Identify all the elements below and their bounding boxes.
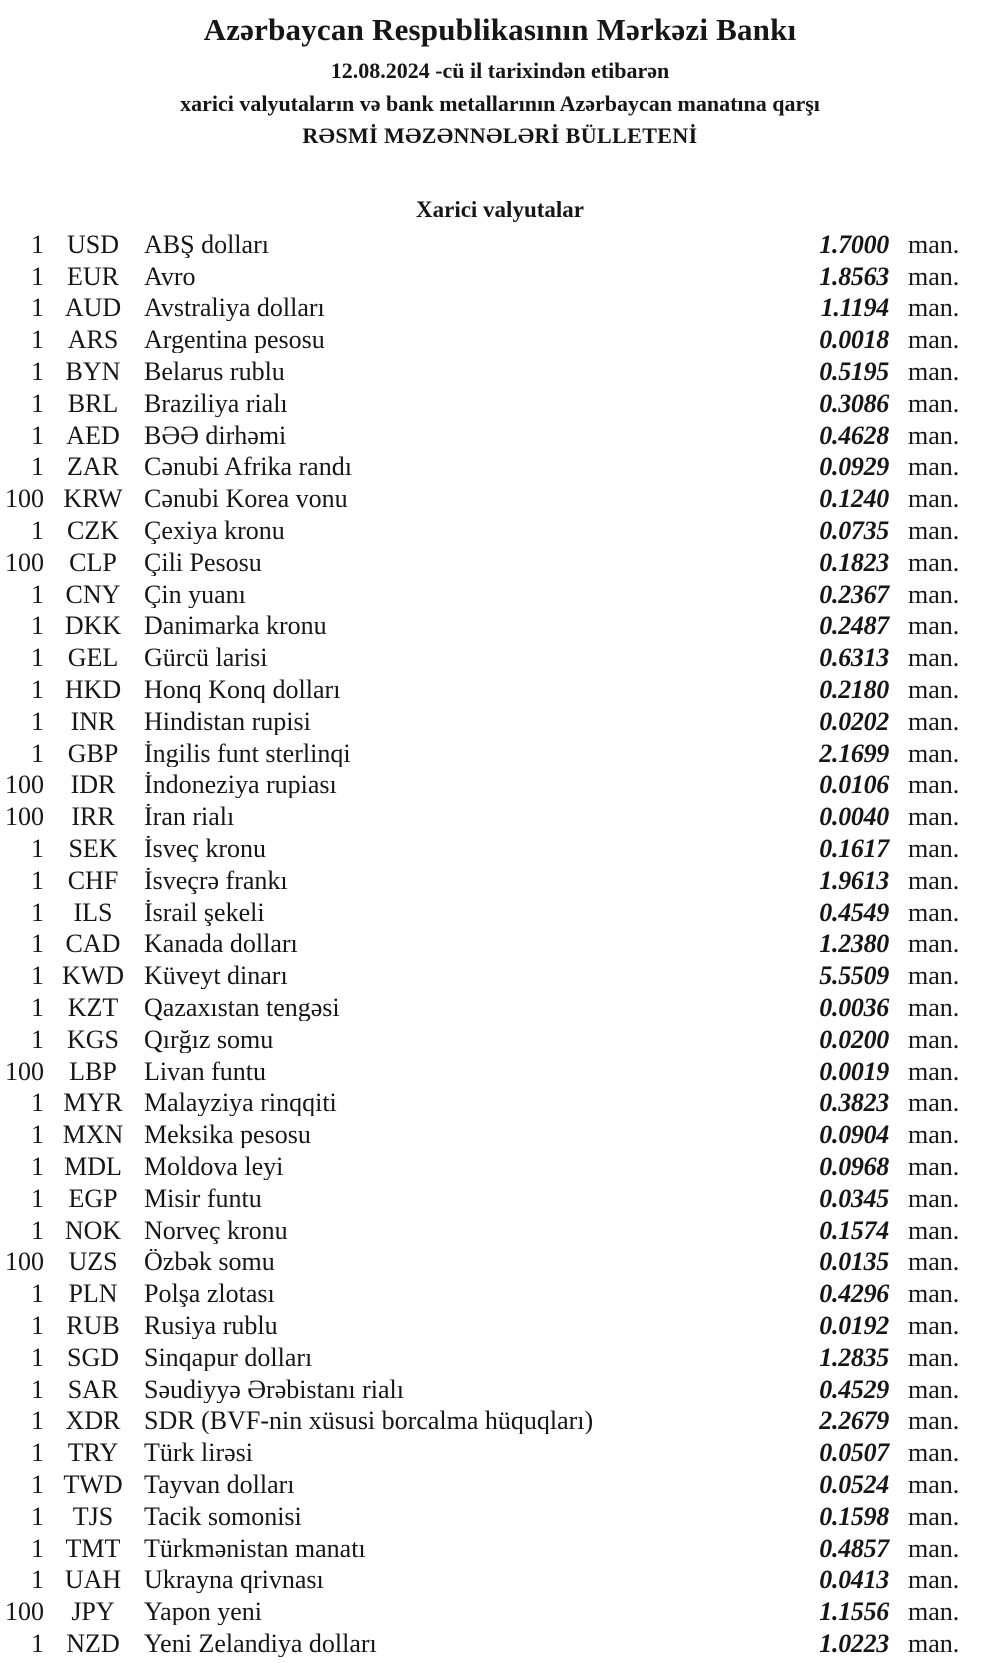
row-currency-code: KWD — [61, 961, 125, 991]
rate-row — [0, 1183, 1000, 1215]
row-unit: man. — [908, 1438, 960, 1468]
row-currency-name: Belarus rublu — [144, 359, 285, 386]
row-quantity: 1 — [31, 357, 44, 387]
row-currency-name: Polşa zlotası — [144, 1281, 275, 1308]
row-currency-code: CHF — [67, 865, 119, 895]
row-currency-code: TRY — [67, 1438, 119, 1468]
bank-title: Azərbaycan Respublikasının Mərkəzi Bankı — [203, 12, 797, 47]
row-currency-code: CZK — [67, 516, 119, 546]
row-quantity: 1 — [31, 1533, 44, 1563]
row-currency-code: SAR — [67, 1374, 119, 1404]
row-unit: man. — [908, 325, 960, 355]
row-currency-name: İsveç kronu — [144, 836, 267, 863]
row-currency-name: Rusiya rublu — [144, 1312, 278, 1339]
row-unit: man. — [908, 484, 960, 514]
rate-row — [0, 674, 1000, 706]
row-quantity: 1 — [31, 834, 44, 864]
row-rate: 0.0524 — [819, 1469, 889, 1499]
rate-row — [0, 1533, 1000, 1565]
row-currency-code: ZAR — [67, 452, 119, 482]
row-unit: man. — [908, 1088, 960, 1118]
row-currency-code: UZS — [68, 1247, 118, 1277]
row-unit: man. — [908, 420, 960, 450]
row-unit: man. — [908, 802, 960, 832]
row-quantity: 1 — [31, 452, 44, 482]
row-unit: man. — [908, 1310, 960, 1340]
row-unit: man. — [908, 961, 960, 991]
row-rate: 0.0904 — [819, 1120, 889, 1150]
row-currency-name: Tayvan dolları — [144, 1471, 295, 1498]
row-currency-name: Özbək somu — [144, 1249, 275, 1276]
row-currency-name: Norveç kronu — [144, 1217, 288, 1244]
row-rate: 1.1556 — [819, 1597, 889, 1627]
rate-row — [0, 579, 1000, 611]
subtitle-line: xarici valyutaların və bank metallarının Azərbaycan manatına qarşı — [180, 91, 820, 116]
row-currency-code: EGP — [68, 1183, 118, 1213]
row-currency-code: LBP — [69, 1056, 117, 1086]
rate-row — [0, 452, 1000, 484]
row-rate: 0.3823 — [819, 1088, 889, 1118]
row-currency-code: USD — [66, 229, 119, 259]
row-currency-code: TMT — [65, 1533, 121, 1563]
row-quantity: 1 — [31, 1501, 44, 1531]
row-unit: man. — [908, 1247, 960, 1277]
rate-row — [0, 1628, 1000, 1660]
row-rate: 5.5509 — [819, 961, 889, 991]
row-currency-name: İsrail şekeli — [144, 899, 265, 926]
row-unit: man. — [908, 1469, 960, 1499]
rate-row — [0, 865, 1000, 897]
row-currency-name: İngilis funt sterlinqi — [144, 740, 351, 767]
row-currency-name: Avro — [144, 263, 196, 290]
row-rate: 0.6313 — [819, 643, 889, 673]
row-currency-name: Argentina pesosu — [144, 327, 325, 354]
row-currency-name: Kanada dolları — [144, 931, 298, 958]
row-rate: 0.0192 — [819, 1310, 889, 1340]
row-currency-code: BRL — [67, 388, 119, 418]
row-quantity: 100 — [5, 1056, 44, 1086]
row-currency-name: SDR (BVF-nin xüsusi borcalma hüquqları) — [144, 1408, 594, 1435]
row-unit: man. — [908, 1533, 960, 1563]
row-quantity: 1 — [31, 961, 44, 991]
row-quantity: 100 — [5, 1247, 44, 1277]
row-rate: 1.9613 — [819, 865, 889, 895]
row-unit: man. — [908, 611, 960, 641]
rate-row — [0, 1119, 1000, 1151]
rate-row — [0, 483, 1000, 515]
row-rate: 0.0968 — [819, 1152, 889, 1181]
row-unit: man. — [908, 1024, 960, 1054]
row-rate: 0.0106 — [819, 770, 889, 800]
rate-row — [0, 420, 1000, 452]
row-rate: 0.1598 — [819, 1501, 889, 1531]
row-quantity: 1 — [31, 579, 44, 609]
rate-row — [0, 1501, 1000, 1533]
rate-row — [0, 738, 1000, 770]
row-currency-name: Cənubi Korea vonu — [144, 486, 348, 513]
row-unit: man. — [908, 229, 960, 259]
row-rate: 0.2487 — [819, 611, 889, 641]
row-currency-code: ARS — [67, 325, 119, 355]
row-quantity: 1 — [31, 325, 44, 355]
row-quantity: 1 — [31, 261, 44, 291]
row-rate: 1.2835 — [819, 1342, 889, 1372]
row-currency-name: Çili Pesosu — [144, 549, 262, 576]
row-currency-code: JPY — [71, 1597, 115, 1627]
rate-row — [0, 1278, 1000, 1310]
row-unit: man. — [908, 1628, 960, 1658]
row-currency-code: IDR — [70, 770, 116, 800]
row-currency-name: İsveçrə frankı — [144, 867, 288, 894]
row-rate: 0.4529 — [819, 1374, 889, 1404]
rate-row — [0, 801, 1000, 833]
row-currency-code: CLP — [69, 547, 117, 577]
row-unit: man. — [908, 706, 960, 736]
row-unit: man. — [908, 357, 960, 387]
row-quantity: 1 — [31, 388, 44, 418]
row-rate: 0.4857 — [819, 1533, 889, 1563]
row-unit: man. — [908, 1406, 960, 1436]
row-quantity: 1 — [31, 929, 44, 959]
row-quantity: 1 — [31, 1310, 44, 1340]
rate-row — [0, 1596, 1000, 1628]
row-currency-name: Türk lirəsi — [144, 1440, 254, 1467]
row-quantity: 1 — [31, 1406, 44, 1436]
row-rate: 0.5195 — [819, 357, 889, 387]
row-unit: man. — [908, 1056, 960, 1086]
row-currency-name: Danimarka kronu — [144, 613, 327, 640]
row-rate: 0.4549 — [819, 897, 889, 927]
row-unit: man. — [908, 738, 960, 768]
row-quantity: 1 — [31, 1088, 44, 1118]
row-currency-code: TWD — [63, 1469, 123, 1499]
row-unit: man. — [908, 675, 960, 705]
row-currency-code: PLN — [68, 1279, 118, 1309]
row-currency-code: EUR — [67, 261, 119, 291]
row-currency-name: Hindistan rupisi — [144, 708, 311, 735]
row-unit: man. — [908, 579, 960, 609]
row-rate: 0.0345 — [819, 1183, 889, 1213]
row-unit: man. — [908, 1501, 960, 1531]
rate-row — [0, 1437, 1000, 1469]
row-unit: man. — [908, 929, 960, 959]
rate-row — [0, 770, 1000, 802]
row-rate: 0.0735 — [819, 516, 889, 546]
row-rate: 0.2367 — [819, 579, 889, 609]
row-currency-name: BƏƏ dirhəmi — [144, 422, 287, 449]
row-currency-code: CNY — [65, 579, 121, 609]
row-rate: 0.0018 — [819, 325, 889, 355]
row-quantity: 1 — [31, 293, 44, 323]
row-currency-name: Səudiyyə Ərəbistanı rialı — [144, 1376, 404, 1403]
effective-date-line: 12.08.2024 -cü il tarixindən etibarən — [330, 58, 670, 83]
row-unit: man. — [908, 388, 960, 418]
row-unit: man. — [908, 897, 960, 927]
rate-row — [0, 261, 1000, 293]
rate-row — [0, 547, 1000, 579]
row-currency-name: Livan funtu — [144, 1058, 267, 1085]
rate-row — [0, 388, 1000, 420]
row-unit: man. — [908, 1565, 960, 1595]
rate-row — [0, 229, 1000, 261]
rates-table — [0, 229, 1000, 1660]
row-quantity: 1 — [31, 706, 44, 736]
row-currency-code: ILS — [73, 897, 113, 927]
row-quantity: 100 — [5, 1597, 44, 1627]
row-currency-name: Cənubi Afrika randı — [144, 454, 352, 481]
rate-row — [0, 293, 1000, 325]
rate-row — [0, 611, 1000, 643]
row-currency-name: Ukrayna qrivnası — [144, 1567, 324, 1594]
row-rate: 0.0929 — [819, 452, 889, 482]
row-rate: 0.1617 — [819, 834, 889, 864]
row-currency-code: NOK — [64, 1215, 122, 1245]
row-rate: 2.2679 — [819, 1406, 889, 1436]
row-rate: 1.7000 — [819, 229, 889, 259]
row-unit: man. — [908, 1342, 960, 1372]
row-currency-name: Moldova leyi — [144, 1154, 284, 1180]
row-unit: man. — [908, 1152, 960, 1181]
rate-row — [0, 324, 1000, 356]
rate-row — [0, 1310, 1000, 1342]
row-currency-code: TJS — [72, 1501, 114, 1531]
rate-row — [0, 1374, 1000, 1406]
row-rate: 0.1574 — [819, 1215, 889, 1245]
rate-row — [0, 1215, 1000, 1247]
rate-row — [0, 1151, 1000, 1183]
row-currency-code: MYR — [63, 1088, 123, 1118]
row-rate: 0.0413 — [819, 1565, 889, 1595]
row-unit: man. — [908, 1215, 960, 1245]
row-unit: man. — [908, 834, 960, 864]
row-quantity: 1 — [31, 1215, 44, 1245]
row-currency-name: Avstraliya dolları — [144, 295, 325, 322]
row-currency-code: MDL — [64, 1152, 122, 1181]
row-rate: 0.0135 — [819, 1247, 889, 1277]
rate-row — [0, 706, 1000, 738]
row-unit: man. — [908, 1120, 960, 1150]
row-currency-name: Misir funtu — [144, 1185, 262, 1212]
rate-row — [0, 1469, 1000, 1501]
row-rate: 0.0040 — [819, 802, 889, 832]
row-quantity: 1 — [31, 1565, 44, 1595]
rate-row — [0, 929, 1000, 961]
row-unit: man. — [908, 770, 960, 800]
row-quantity: 1 — [31, 1438, 44, 1468]
row-currency-name: ABŞ dolları — [144, 231, 269, 258]
rate-row — [0, 1405, 1000, 1437]
row-currency-code: NZD — [66, 1628, 120, 1658]
rate-row — [0, 897, 1000, 929]
row-quantity: 1 — [31, 897, 44, 927]
row-currency-name: İndoneziya rupiası — [144, 772, 337, 799]
row-currency-name: Honq Konq dolları — [144, 677, 341, 704]
row-currency-code: XDR — [65, 1406, 121, 1436]
row-unit: man. — [908, 1597, 960, 1627]
row-currency-code: MXN — [62, 1120, 124, 1150]
rate-row — [0, 515, 1000, 547]
row-currency-name: Braziliya rialı — [144, 390, 288, 417]
row-currency-code: GEL — [67, 643, 119, 673]
row-quantity: 1 — [31, 1469, 44, 1499]
row-currency-name: Meksika pesosu — [144, 1122, 311, 1149]
row-currency-code: SEK — [68, 834, 118, 864]
row-currency-code: RUB — [66, 1310, 120, 1340]
row-rate: 0.0507 — [819, 1438, 889, 1468]
row-quantity: 1 — [31, 1628, 44, 1658]
row-currency-name: Yapon yeni — [144, 1599, 262, 1626]
row-currency-code: AUD — [64, 293, 122, 323]
row-quantity: 1 — [31, 643, 44, 673]
row-rate: 1.8563 — [819, 261, 889, 291]
row-currency-code: GBP — [67, 738, 119, 768]
row-rate: 1.1194 — [820, 293, 889, 323]
row-rate: 0.1240 — [819, 484, 889, 514]
rate-row — [0, 833, 1000, 865]
row-currency-code: KGS — [66, 1024, 119, 1054]
row-unit: man. — [908, 1279, 960, 1309]
row-currency-code: SGD — [66, 1342, 119, 1372]
rate-row — [0, 1088, 1000, 1120]
row-currency-code: IRR — [71, 802, 115, 832]
rate-row — [0, 1056, 1000, 1088]
row-quantity: 1 — [31, 1374, 44, 1404]
row-unit: man. — [908, 865, 960, 895]
row-currency-code: UAH — [64, 1565, 122, 1595]
row-currency-name: Qazaxıstan tengəsi — [144, 995, 340, 1022]
row-currency-name: Küveyt dinarı — [144, 963, 288, 990]
row-currency-name: Qırğız somu — [144, 1026, 274, 1053]
rate-row — [0, 642, 1000, 674]
rate-row — [0, 1024, 1000, 1056]
row-currency-code: HKD — [64, 675, 122, 705]
row-currency-name: Gürcü larisi — [144, 645, 268, 672]
row-rate: 1.2380 — [819, 929, 889, 959]
row-rate: 0.0036 — [819, 993, 889, 1023]
row-quantity: 100 — [5, 802, 44, 832]
rate-row — [0, 1342, 1000, 1374]
row-unit: man. — [908, 643, 960, 673]
row-rate: 0.4628 — [819, 420, 889, 450]
row-rate: 0.0019 — [819, 1056, 889, 1086]
row-rate: 1.0223 — [819, 1628, 889, 1658]
rate-row — [0, 1247, 1000, 1279]
row-unit: man. — [908, 993, 960, 1023]
row-currency-name: Malayziya rinqqiti — [144, 1090, 337, 1117]
rate-row — [0, 356, 1000, 388]
row-currency-name: Çexiya kronu — [144, 518, 285, 545]
row-rate: 0.0200 — [819, 1024, 889, 1054]
row-currency-name: Sinqapur dolları — [144, 1344, 313, 1371]
row-quantity: 1 — [31, 420, 44, 450]
row-rate: 2.1699 — [819, 738, 889, 768]
row-quantity: 100 — [5, 547, 44, 577]
row-quantity: 1 — [31, 675, 44, 705]
row-quantity: 1 — [31, 1024, 44, 1054]
row-unit: man. — [908, 547, 960, 577]
row-quantity: 1 — [31, 1183, 44, 1213]
row-quantity: 1 — [31, 611, 44, 641]
row-rate: 0.3086 — [819, 388, 889, 418]
bulletin-title: RƏSMİ MƏZƏNNƏLƏRİ BÜLLETENİ — [302, 123, 698, 148]
row-currency-name: İran rialı — [144, 804, 235, 831]
row-currency-name: Türkmənistan manatı — [144, 1535, 366, 1562]
row-currency-code: AED — [66, 420, 120, 450]
row-quantity: 1 — [31, 516, 44, 546]
rate-row — [0, 1564, 1000, 1596]
row-unit: man. — [908, 1374, 960, 1404]
row-quantity: 100 — [5, 484, 44, 514]
row-quantity: 1 — [31, 1279, 44, 1309]
row-rate: 0.0202 — [819, 706, 889, 736]
section-title-foreign-currencies: Xarici valyutalar — [416, 197, 584, 222]
row-quantity: 100 — [5, 770, 44, 800]
row-unit: man. — [908, 293, 960, 323]
row-currency-code: DKK — [64, 611, 122, 641]
row-quantity: 1 — [31, 1152, 44, 1181]
row-currency-name: Yeni Zelandiya dolları — [144, 1630, 377, 1657]
row-quantity: 1 — [31, 738, 44, 768]
row-quantity: 1 — [31, 1342, 44, 1372]
row-currency-name: Çin yuanı — [144, 581, 246, 608]
row-currency-code: KZT — [67, 993, 119, 1023]
row-quantity: 1 — [31, 993, 44, 1023]
row-rate: 0.2180 — [819, 675, 889, 705]
rate-row — [0, 960, 1000, 992]
row-quantity: 1 — [31, 229, 44, 259]
row-quantity: 1 — [31, 1120, 44, 1150]
row-unit: man. — [908, 1183, 960, 1213]
rate-row — [0, 992, 1000, 1024]
row-unit: man. — [908, 516, 960, 546]
row-unit: man. — [908, 261, 960, 291]
row-currency-code: KRW — [63, 484, 123, 514]
row-currency-code: CAD — [65, 929, 121, 959]
row-currency-code: BYN — [65, 357, 121, 387]
row-rate: 0.4296 — [819, 1279, 889, 1309]
row-rate: 0.1823 — [819, 547, 889, 577]
row-currency-name: Tacik somonisi — [144, 1503, 302, 1530]
row-unit: man. — [908, 452, 960, 482]
row-quantity: 1 — [31, 865, 44, 895]
row-currency-code: INR — [70, 706, 116, 736]
